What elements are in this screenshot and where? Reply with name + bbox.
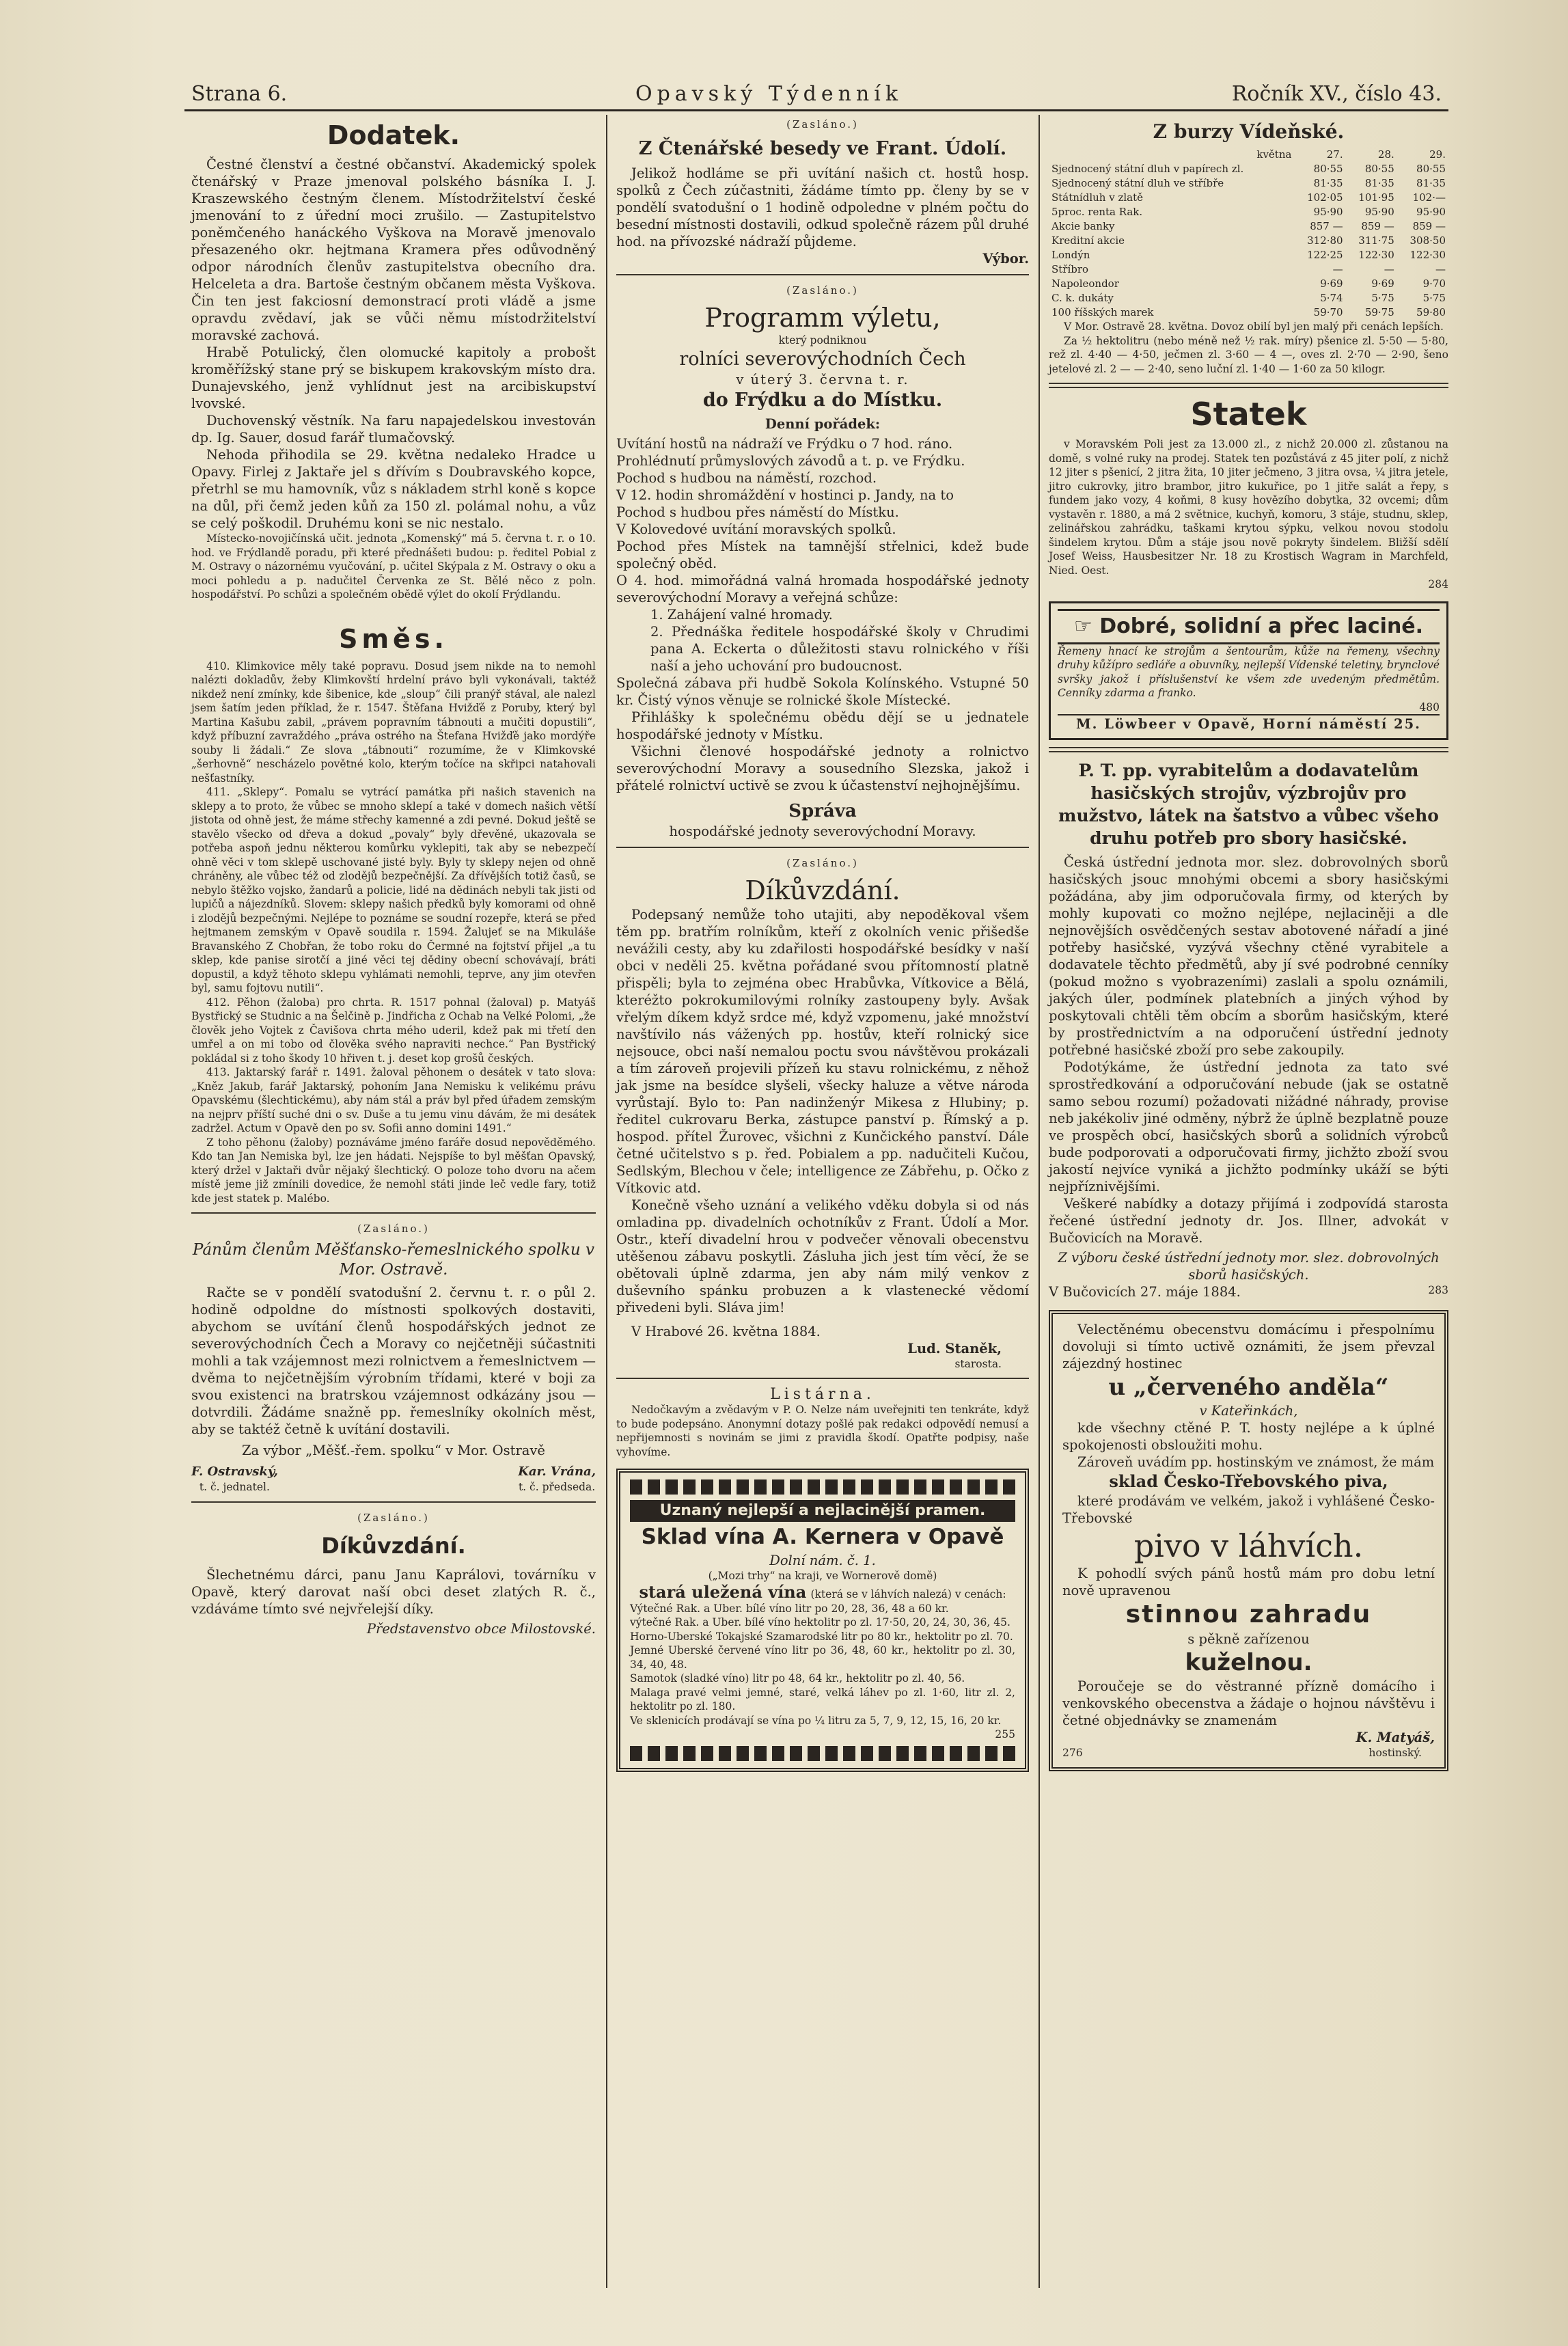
smes-paragraph: 412. Pěhon (žaloba) pro chrta. R. 1517 pohnal (žaloval) p. Matyáš Bystřický se Studnic a na Šelčině p. Jindřicha z Ochab na Velké Polomi, „že člověk jeho Vojtek z Čavišova chrta mého uderil, kdež pak mi třetí den umřel a on mi tobo od člověka svého napraviti nechce.“ Pan Bystřický pokládal si z toho škody 10 hřiven t. j. deset kop grošů českých. xyxy=(191,996,596,1065)
hand-pointer-icon: ☞ xyxy=(1073,614,1100,638)
divider xyxy=(191,1501,596,1503)
hasic-paragraph: Veškeré nabídky a dotazy přijímá i zodpovídá starosta řečené ústřední jednoty dr. Jos. Illner, advokát v Bučovicích na Moravě. xyxy=(1049,1196,1448,1246)
zaslano-label: (Zasláno.) xyxy=(786,856,859,869)
programm-item: O 4. hod. mimořádná valná hromada hospodářské jednoty severovýchodní Moravy a veřejná schůze: xyxy=(616,572,1029,605)
column-divider-2 xyxy=(1039,115,1040,2288)
hasic-number: 283 xyxy=(1428,1284,1448,1296)
dik-title: Díkůvzdání. xyxy=(745,875,900,905)
table-row: 100 říšských marek 59·70 59·75 59·80 xyxy=(1051,306,1446,318)
smes-paragraph: 411. „Sklepy“. Pomalu se vytrácí památka při našich stavenich na sklepy a to proto, že vůbec se mnoho sklepí a také v domech našich větší jistota od ohně jest, že máme střechy kamenné a zdi pevné. Dokud ještě se stavělo všecko od dřeva a dokud „povaly“ byly dřevěné, ukazovala se potřeba aspoň jednu některou komůrku vyklepiti, tak aby se nebezpečí ohně věci v tom sklepě uschované jisté byly. Byly ty sklepy nejen od ohně chráněny, ale vůbec též od zlodějů bezpečnější. Za dřívějších totiž časů, se nebylo štěžko vojsko, žandarů a policie, lidé na dědinách nebyli tak jisti od lupičů a nájezdníků. Slovem: sklepy našich předků byly komorami od ohně i zlodějů bezpečnými. Nejlépe to poznáme se soudní rozepře, která se před hejtmanem zemským v Opavě soudila r. 1594. Žalujeť se na Mikuláše Bravanského Z Chobřan, že tobo roku do Čermné na fojtství přijel „a tu sklep, kde panise sirotčí a jiné věci tej dědiny obecní schovávají, bráti dopustil, a když těhoto sklepu vyhlámati nemohli, teprve, any jim otevřen byl, samu fojtovu nutili“. xyxy=(191,786,596,994)
table-row: Akcie banky 857 — 859 — 859 — xyxy=(1051,220,1446,232)
hasic-paragraph: Podotýkáme, že ústřední jednota za tato své sprostředkování a odporučování nebude (jak se ostatně samo sebou rozumí) požadovati nižádné náhrady, provise neb jakékoliv jiné odměny, nýbrž že úplně bezplatně pouze ve prospěch obcí, hasičských sborů a solidních výrobců bude podporovati a odporučovati firmy, jichžto zboží svou jakostí nejvíce vyniká a jichžto podmínky ukáží se býti nejpříznivějšími. xyxy=(1049,1059,1448,1195)
programm-who: rolníci severovýchodních Čech xyxy=(679,348,966,370)
angel-ad-signature: K. Matyáš, hostinský. xyxy=(1356,1730,1435,1759)
beseda-body: Jelikož hodláme se při uvítání našich ct. hostů hosp. spolků z Čech zúčastniti, žádáme tímto pp. členy by se v pondělí svatodušní o 1 hodině odpoledne v plném počtu do besední místnosti dostavili, odkud společně rázem půl druhé hod. na přívozské nádraží půjdeme. xyxy=(616,165,1029,249)
programm-title: Programm výletu, xyxy=(704,303,941,333)
table-row: Sjednocený státní dluh ve stříbře 81·35 81·35 81·35 xyxy=(1051,177,1446,189)
programm-list xyxy=(616,435,1029,709)
wine-ad-line: Samotok (sladké víno) litr po 48, 64 kr., hektolitr po zl. 40, 56. xyxy=(630,1672,965,1685)
zaslano-label: (Zasláno.) xyxy=(786,284,859,297)
denni-poradek-title: Denní pořádek: xyxy=(765,415,881,432)
wine-ad-line: Malaga pravé velmi jemné, staré, velká láhev po zl. 1·60, litr zl. 2, hektolitr po zl. 180. xyxy=(630,1686,1015,1713)
angel-ad-number: 276 xyxy=(1062,1747,1083,1759)
hasic-title: P. T. pp. vyrabitelům a dodavatelům hasičských strojův, výzbrojův pro mužstvo, látek na šatstvo a vůbec všeho druhu potřeb pro sbory hasičské. xyxy=(1058,761,1439,848)
divider xyxy=(616,274,1029,275)
burzy-table xyxy=(1049,148,1448,320)
article-paragraph: Nehoda přihodila se 29. května nedaleko Hradce u Opavy. Firlej z Jaktaře jel s dřívím s Doubravského kopce, přetrhl se mu hamovník, vůz s nákladem strhl koně s kopce na důl, při čemž jeden kůň za 150 zl. polámal nohu, a vůz se celý poškodil. Druhému koni se nic nestalo. xyxy=(191,447,596,531)
wine-ad-number: 255 xyxy=(995,1728,1015,1741)
angel-ad-paragraph: Velectěnému obecenstvu domácímu i přespolnímu dovoluji si tímto uctivě oznámiti, že jsem převzal zájezdný hostinec xyxy=(1062,1322,1435,1372)
wine-ad-title: Sklad vína A. Kernera v Opavě xyxy=(641,1525,1004,1549)
leather-ad-banner: ☞ Dobré, solidní a přec laciné. xyxy=(1058,609,1440,644)
beseda-signature: Výbor. xyxy=(982,251,1029,267)
smes-paragraph: 410. Klimkovice měly také popravu. Dosud jsem nikde na to nemohl nalézti dokladův, žeby Klimkovští hrdelní právo byli vykonávali, taktéž nikdež není zmínky, kde šibenice, kde „sloup“ čili pranýř stával, ale nalezl jsem šatím jeden příklad, že r. 1547. Štěfana Hvižďě z Poruby, který byl Martina Kašubu zabil, „právem popravním tábnouti a mučiti dopustili“, když příbuzní zavraždého „práva ostrého na Štefana Hvižďě jako mordýře souby li žádali.“ Ze slova „tábnouti“ rozumíme, že v Klimkovské „šerhovně“ nescházelo povětné kolo, kterým točíce na skřipci natahovali nešťastníky. xyxy=(191,659,596,785)
table-row: 5proc. renta Rak. 95·90 95·90 95·90 xyxy=(1051,206,1446,218)
programm-item: Uvítání hostů na nádraží ve Frýdku o 7 hod. ráno. xyxy=(616,435,953,452)
smes-paragraph: 413. Jaktarský farář r. 1491. žaloval pěhonem o desátek v tato slova: „Kněz Jakub, farář Jaktarský, pohoním Jana Nemisku k velikému právu Opavskému (šlechtickému), aby nám stál a práv byl před úřadem zemským na nejprv příští suché dni o sv. Duše a tu jemu vinu dávám, že mi desátek zadržel. Actum v Opavě den po sv. Sofii anno domini 1491.“ xyxy=(191,1066,596,1134)
dik-paragraph: Konečně všeho uznání a velikého vděku dobyla si od nás omladina pp. divadelních ochotníkův z Frant. Údolí a Mor. Ostr., kteří divadelní hrou v podvečer věnovali obecenstvu utěšenou zábavu poskytli. Zásluha jich jest tím věcí, že se obětovali úplně zdarma, jen aby nám milý venkov z duševního spánku probuzen a k vlastenecké vědomí přivedeni byli. Sláva jim! xyxy=(616,1197,1029,1315)
table-row: Sjednocený státní dluh v papírech zl. 80·55 80·55 80·55 xyxy=(1051,163,1446,175)
listarna-body: Nedočkavým a zvědavým v P. O. Nelze nám uveřejniti ten tenkráte, když to bude podepsáno. Anonymní dotazy pošlé pak redakci odpovědí nemusí a nepřijemnosti s novinám se jimi z pravidla škodí. Opatřte podpisy, naše vyhovíme. xyxy=(616,1404,1029,1458)
leather-ad xyxy=(1049,601,1448,741)
issue-number: Ročník XV., číslo 43. xyxy=(1231,82,1442,106)
page-number: Strana 6. xyxy=(191,82,288,106)
dik-paragraph: Podepsaný nemůže toho utajiti, aby nepoděkoval všem těm pp. bratřím rolníkům, kteří z okolních venic přišedše nevážili cesty, aby ku zdařilosti hospodářské besídky v naší obci v neděli 25. května pořádané svou přítomností platně přispěli; byla to zejména obec Hrabůvka, Vítkovice a Bělá, kteréžto pokrokumilovými rolníky zastoupeny byly. Avšak vřelým díkem když srdce mé, když vzpomenu, jaké množství navštívilo nás vážených pp. hostův, kteří rolnický sice nejsouce, obci naší nemalou poctu svou návštěvou prokázali a tím zároveň projevili přízeň ku stavu rolnickému, z něhož jak jsme na besídce slyšeli, všecky haluze a větve národa vyrůstají. Bylo to: Pan nadinženýr Mikesa z Hlubiny; p. ředitel cukrovaru Berka, zástupce panství p. Římský a p. hospod. přítel Žurovec, všichni z Kunčického panství. Dále četné učitelstvo s p. řed. Pobialem a pp. nadučiteli Kučou, Sedlským, Blechou v čele; intelligence ze Zábřehu, p. Očko z Vítkovic atd. xyxy=(616,906,1029,1196)
angel-ad-pivo: pivo v láhvích. xyxy=(1133,1527,1364,1564)
programm-item: V 12. hodin shromáždění v hostinci p. Jandy, na to xyxy=(616,487,954,503)
table-row: Kreditní akcie 312·80 311·75 308·50 xyxy=(1051,234,1446,247)
spolek-signatures xyxy=(191,1463,596,1495)
dikuvzdani-signature: Představenstvo obce Milostovské. xyxy=(366,1620,596,1637)
programm-item: Prohlédnutí průmyslových závodů a t. p. ve Frýdku. xyxy=(616,452,965,469)
smes-title: Směs. xyxy=(339,623,448,654)
programm-paragraph: Všichni členové hospodářské jednoty a rolnictvo severovýchodní Moravy a sousedního Slezska, jakož i přátelé rolnictví uctivě se zvou k účastenství nejhojnějšímu. xyxy=(616,743,1029,793)
table-row: Státnídluh v zlatě 102·05 101·95 102·— xyxy=(1051,191,1446,204)
divider xyxy=(191,1212,596,1214)
signature-right: Kar. Vrána, t. č. předseda. xyxy=(518,1464,596,1493)
programm-item: V Kolovedové uvítání moravských spolků. xyxy=(616,521,896,537)
wine-ad xyxy=(616,1469,1029,1772)
zaslano-label: (Zasláno.) xyxy=(357,1511,430,1524)
article-paragraph: Hrabě Potulický, člen olomucké kapitoly a probošt kroměřížský stane prý se biskupem krakovským místo dra. Dunajevského, jenž vyhlídnut jest na arcibiskupství lvovské. xyxy=(191,344,596,411)
programm-item: Pochod s hudbou přes náměstí do Místku. xyxy=(616,504,899,520)
newspaper-title: Opavský Týdenník xyxy=(635,82,903,106)
ornament-border xyxy=(630,1479,1015,1495)
sprava-sub: hospodářské jednoty severovýchodní Moravy. xyxy=(669,823,976,839)
column-1 xyxy=(191,116,596,1637)
dik-signature: Lud. Staněk, starosta. xyxy=(907,1340,1002,1370)
smes-paragraph: Z toho pěhonu (žaloby) poznáváme jméno faráře dosud nepověděmého. Kdo tan Jan Nemiska byl, lze jen hádati. Nejspíše to byl měšťan Opavský, který držel v Jaktaři dvůr nějaký šlechtický. O poloze toho dvoru na ačem místě jeme již zmínili dovedice, že nemohl státi jinde leč vedle fary, totiž kde jest statek p. Malébo. xyxy=(191,1136,596,1205)
angel-ad-sub: s pěkně zařízenou xyxy=(1187,1631,1310,1647)
spolek-notice-title: Pánům členům Měšťansko-řemeslnického spolku v Mor. Ostravě. xyxy=(192,1241,595,1279)
dikuvzdani-body: Šlechetnému dárci, panu Janu Kaprálovi, továrníku v Opavě, který darovat naší obci deset zlatých R. č., vzdáváme tímto své nejvřelejší díky. xyxy=(191,1566,596,1617)
table-row: Londýn 122·25 122·30 122·30 xyxy=(1051,249,1446,261)
hasic-paragraph: Česká ústřední jednota mor. slez. dobrovolných sborů hasičských jsouc mnohými obcemi a sbory hasičskými požádána, aby jim odporučovala firmy, od kterých by mohly kupovati co možno nejlépe, nejlaciněji a dle nejnovějších osvědčených sestav abotovené nářadí a jiné potřeby hasičské, vyzývá všechny ctěné vyrabitele a dodavatele těchto předmětů, aby jí své podrobné cenníky (pokud možno s vyobrazeními) zaslali a spolu oznámili, jakých úler, podmínek platebních a jiných výhod by poskytovali chtěli těm obcím a sborům hasičským, které by prostřednictvím a na odporučení ústřední jednoty potřebné hasičské zboží pro sebe zakoupily. xyxy=(1049,854,1448,1058)
leather-ad-body: Řemeny hnací ke strojům a šentourům, kůže na řemeny, všechny druhy kůžípro sedláře a obuvníky, nejlepší Vídenské teletiny, brynclové svršky jakož i příslušenství ke všem zde uvedeným předmětům. Cenníky zdarma a franko. xyxy=(1058,644,1440,699)
article-paragraph: Duchovenský věstník. Na faru napajedelskou investován dp. Ig. Sauer, dosud farář tlumačovský. xyxy=(191,413,596,446)
wine-ad-highlight: stará uležená vína (která se v láhvích nalezá) v cenách: xyxy=(639,1581,1006,1602)
angel-ad-paragraph: Poroučeje se do věstranné přízně domácího i venkovského obecenstva a žádaje o hojnou návštěvu i četné objednávky se znamenám xyxy=(1062,1678,1435,1728)
table-row: Stříbro — — — xyxy=(1051,263,1446,275)
hasic-place: V Bučovicích 27. máje 1884. xyxy=(1049,1284,1241,1300)
mistecko-notice: Místecko-novojičínská učit. jednota „Komenský“ má 5. června t. r. o 10. hod. ve Frýdlandě poradu, při které přednášeti budou: p. ředitel Pobial z M. Ostravy o názornému vyučování, p. učitel Skýpala z M. Ostravy o oku a moci pohledu a p. nadučitel Červenka ze St. Bělé něco z poln. hospodářství. Po schůzi a společném obědě výlet do okolí Frýdlandu. xyxy=(191,532,596,601)
statek-title: Statek xyxy=(1190,396,1307,433)
wine-ad-line: Ve sklenicích prodávají se vína po ¼ litru za 5, 7, 9, 12, 15, 16, 20 kr. xyxy=(630,1714,1002,1727)
divider xyxy=(1049,383,1448,388)
divider xyxy=(616,847,1029,848)
angel-ad-paragraph: kde všechny ctěné P. T. hosty nejlépe a k úplné spokojenosti obsloužiti mohu. xyxy=(1062,1420,1435,1453)
leather-ad-number: 480 xyxy=(1419,700,1440,713)
divider xyxy=(1049,747,1448,752)
angel-ad-paragraph: které prodávám ve velkém, jakož i vyhlášené Česko-Třebovské xyxy=(1062,1493,1435,1526)
angel-ad-sklad: sklad Česko-Třebovského piva, xyxy=(1109,1471,1388,1491)
wine-ad-sub: („Mozi trhy“ na kraji, ve Wornerově domě) xyxy=(708,1570,937,1582)
hasic-sign: Z výboru české ústřední jednoty mor. slez. dobrovolných sborů hasičských. xyxy=(1058,1250,1440,1283)
programm-where: do Frýdku a do Místku. xyxy=(702,389,943,411)
angel-ad-paragraph: Zároveň uvádím pp. hostinským ve známost, že mám xyxy=(1077,1454,1435,1470)
spolek-notice-body: Račte se v pondělí svatodušní 2. červnu t. r. o půl 2. hodině odpoldne do místnosti spolkových dostaviti, abychom se uvítání členů hospodářských jednot ze severovýchodních Čech a Moravy co nejčetněji súčastniti mohli a tak vzájemnost mezi rolnictvem a řemeslnictvem — dvěma to nejčetnějším výrobním třídami, které v boji za svou existenci na bratrskou vzájemnost odkázány jsou — dotvrdili. Žádáme snažně pp. řemeslníky okolních měst, aby se taktéž četně k uvítání dostavili. xyxy=(191,1285,596,1437)
angel-ad-paragraph: K pohodlí svých pánů hostů mám pro dobu letní nově upravenou xyxy=(1062,1566,1435,1598)
programm-item: Pochod s hudbou na náměstí, rozchod. xyxy=(616,469,877,486)
zaslano-label: (Zasláno.) xyxy=(357,1223,430,1235)
ornament-border xyxy=(630,1746,1015,1761)
column-divider-1 xyxy=(606,115,607,2288)
angel-ad-kuzelna: kuželnou. xyxy=(1185,1649,1312,1676)
spolek-signoff: Za výbor „Měšť.-řem. spolku“ v Mor. Ostravě xyxy=(242,1443,545,1458)
angel-ad-name: u „červeného anděla“ xyxy=(1108,1374,1389,1401)
programm-item: Pochod přes Místek na tamnější střelnici, kdež bude společný oběd. xyxy=(616,538,1029,571)
column-3 xyxy=(1049,116,1448,1777)
wine-ad-line: Výtečné Rak. a Uber. bílé víno litr po 20, 28, 36, 48 a 60 kr. xyxy=(630,1602,949,1615)
header-rule xyxy=(184,109,1448,111)
divider xyxy=(616,1378,1029,1379)
leather-ad-firm: M. Löwbeer v Opavě, Horní náměstí 25. xyxy=(1058,714,1440,733)
programm-item: 2. Přednáška ředitele hospodářské školy v Chrudimi pana A. Eckerta o důležitosti stavu rolnického v říši naší a jeho uchování pro budoucnost. xyxy=(650,623,1029,674)
wine-ad-line: Jemné Uberské červené víno litr po 36, 48, 60 kr., hektolitr po zl. 30, 34, 40, 48. xyxy=(630,1644,1015,1671)
programm-sub: který podniknou xyxy=(778,334,867,346)
beseda-title: Z Čtenářské besedy ve Frant. Údolí. xyxy=(638,138,1007,159)
angel-ad-location: v Kateřinkách, xyxy=(1199,1403,1298,1419)
statek-number: 284 xyxy=(1428,578,1448,590)
wine-ad-line: Horno-Uberské Tokajské Szamarodské litr po 80 kr., hektolitr po zl. 70. xyxy=(630,1630,1013,1643)
table-row: C. k. dukáty 5·74 5·75 5·75 xyxy=(1051,292,1446,304)
burzy-prices: Za ½ hektolitru (nebo méně než ½ rak. míry) pšenice zl. 5·50 — 5·80, rež zl. 4·40 — 4·50, ječmen zl. 3·60 — 4 —, oves zl. 2·70 — 2·90, šeno jetelové zl. 2 — — 2·40, seno luční zl. 1·40 — 1·60 za 50 kilogr. xyxy=(1049,334,1448,375)
wine-ad-line: výtečné Rak. a Uber. bílé víno hektolitr po zl. 17·50, 20, 24, 30, 36, 45. xyxy=(630,1616,1010,1628)
wine-ad-address: Dolní nám. č. 1. xyxy=(769,1553,876,1568)
column-2 xyxy=(616,116,1029,1777)
table-header: května 27. 28. 29. xyxy=(1256,148,1446,161)
article-paragraph: Čestné členství a čestné občanství. Akademický spolek čtenářský v Praze jmenoval polského básníka I. J. Kraszewského čestným členem. Místodržitelství české jmenování to z úřední moci zrušilo. — Zastupitelstvo poněmčeného hanáckého Vyškova na Moravě jmenovalo přesazeného okr. hejtmana Kramera přes odůvodněný odpor národních členův zastupitelstva obecního dra. Helceleta a dra. Bartoše čestným občanem města Vyškova. Čin ten jest fakciosní demonstrací proti vládě a jsme opravdu zvědaví, jak se vůči němu místodržitelství moravské zachová. xyxy=(191,156,596,343)
listarna-title: Listárna. xyxy=(770,1386,875,1403)
burzy-title: Z burzy Vídeňské. xyxy=(1153,120,1345,143)
page-header xyxy=(191,77,1442,112)
sprava-title: Správa xyxy=(788,800,857,821)
programm-paragraph: Přihlášky k společnému obědu dějí se u jednatele hospodářské jednoty v Místku. xyxy=(616,709,1029,742)
angel-ad-zahrada: stinnou zahradu xyxy=(1125,1600,1372,1628)
wine-ad-ribbon: Uznaný nejlepší a nejlacinější pramen. xyxy=(630,1500,1015,1522)
dikuvzdani-title: Díkůvzdání. xyxy=(321,1532,466,1559)
angel-ad-footer xyxy=(1062,1729,1435,1760)
programm-item: 1. Zahájení valné hromady. xyxy=(650,606,833,623)
angel-ad xyxy=(1049,1310,1448,1771)
zaslano-label: (Zasláno.) xyxy=(786,118,859,131)
programm-item: Společná zábava při hudbě Sokola Kolínského. Vstupné 50 kr. Čistý výnos věnuje se rolnické škole Místecké. xyxy=(616,674,1029,708)
burzy-note: V Mor. Ostravě 28. května. Dovoz obilí byl jen malý při cenách lepších. xyxy=(1064,320,1444,333)
table-row: Napoleondor 9·69 9·69 9·70 xyxy=(1051,277,1446,290)
signature-left: F. Ostravský, t. č. jednatel. xyxy=(191,1464,278,1493)
statek-body: v Moravském Poli jest za 13.000 zl., z nichž 20.000 zl. zůstanou na domě, s volné ruky na prodej. Statek ten pozůstává z 45 jiter polí, z nichž 12 jiter s pšenicí, 2 jitra žita, 10 jiter ječmeno, 3 jitra ovsa, ¼ jitra jetele, jitro cukrovky, jitro brambor, jitro kukuřice, po 1 jitře salát a řepy, s fundem jako vozy, 4 koňmi, 8 kusy hovězího dobytka, 32 ovcemi; dům vystavěn r. 1880, a má 2 světnice, kuchyň, komoru, 3 stáje, studnu, sklep, zelinářskou zahrádku, taškami krytou sýpku, velkou novou stodolu šindelem krytou. Dům a stáje jsou nově pokryty šindelem. Bližší sdělí Josef Weiss, Hausbesitzer Nr. 18 zu Krostisch Wagram in Marchfeld, Nied. Oest. xyxy=(1049,438,1448,577)
dik-place-date: V Hrabové 26. května 1884. xyxy=(631,1323,821,1339)
dodatek-title: Dodatek. xyxy=(327,120,460,150)
programm-date: v úterý 3. června t. r. xyxy=(736,371,909,387)
hasic-footer xyxy=(1049,1283,1448,1300)
